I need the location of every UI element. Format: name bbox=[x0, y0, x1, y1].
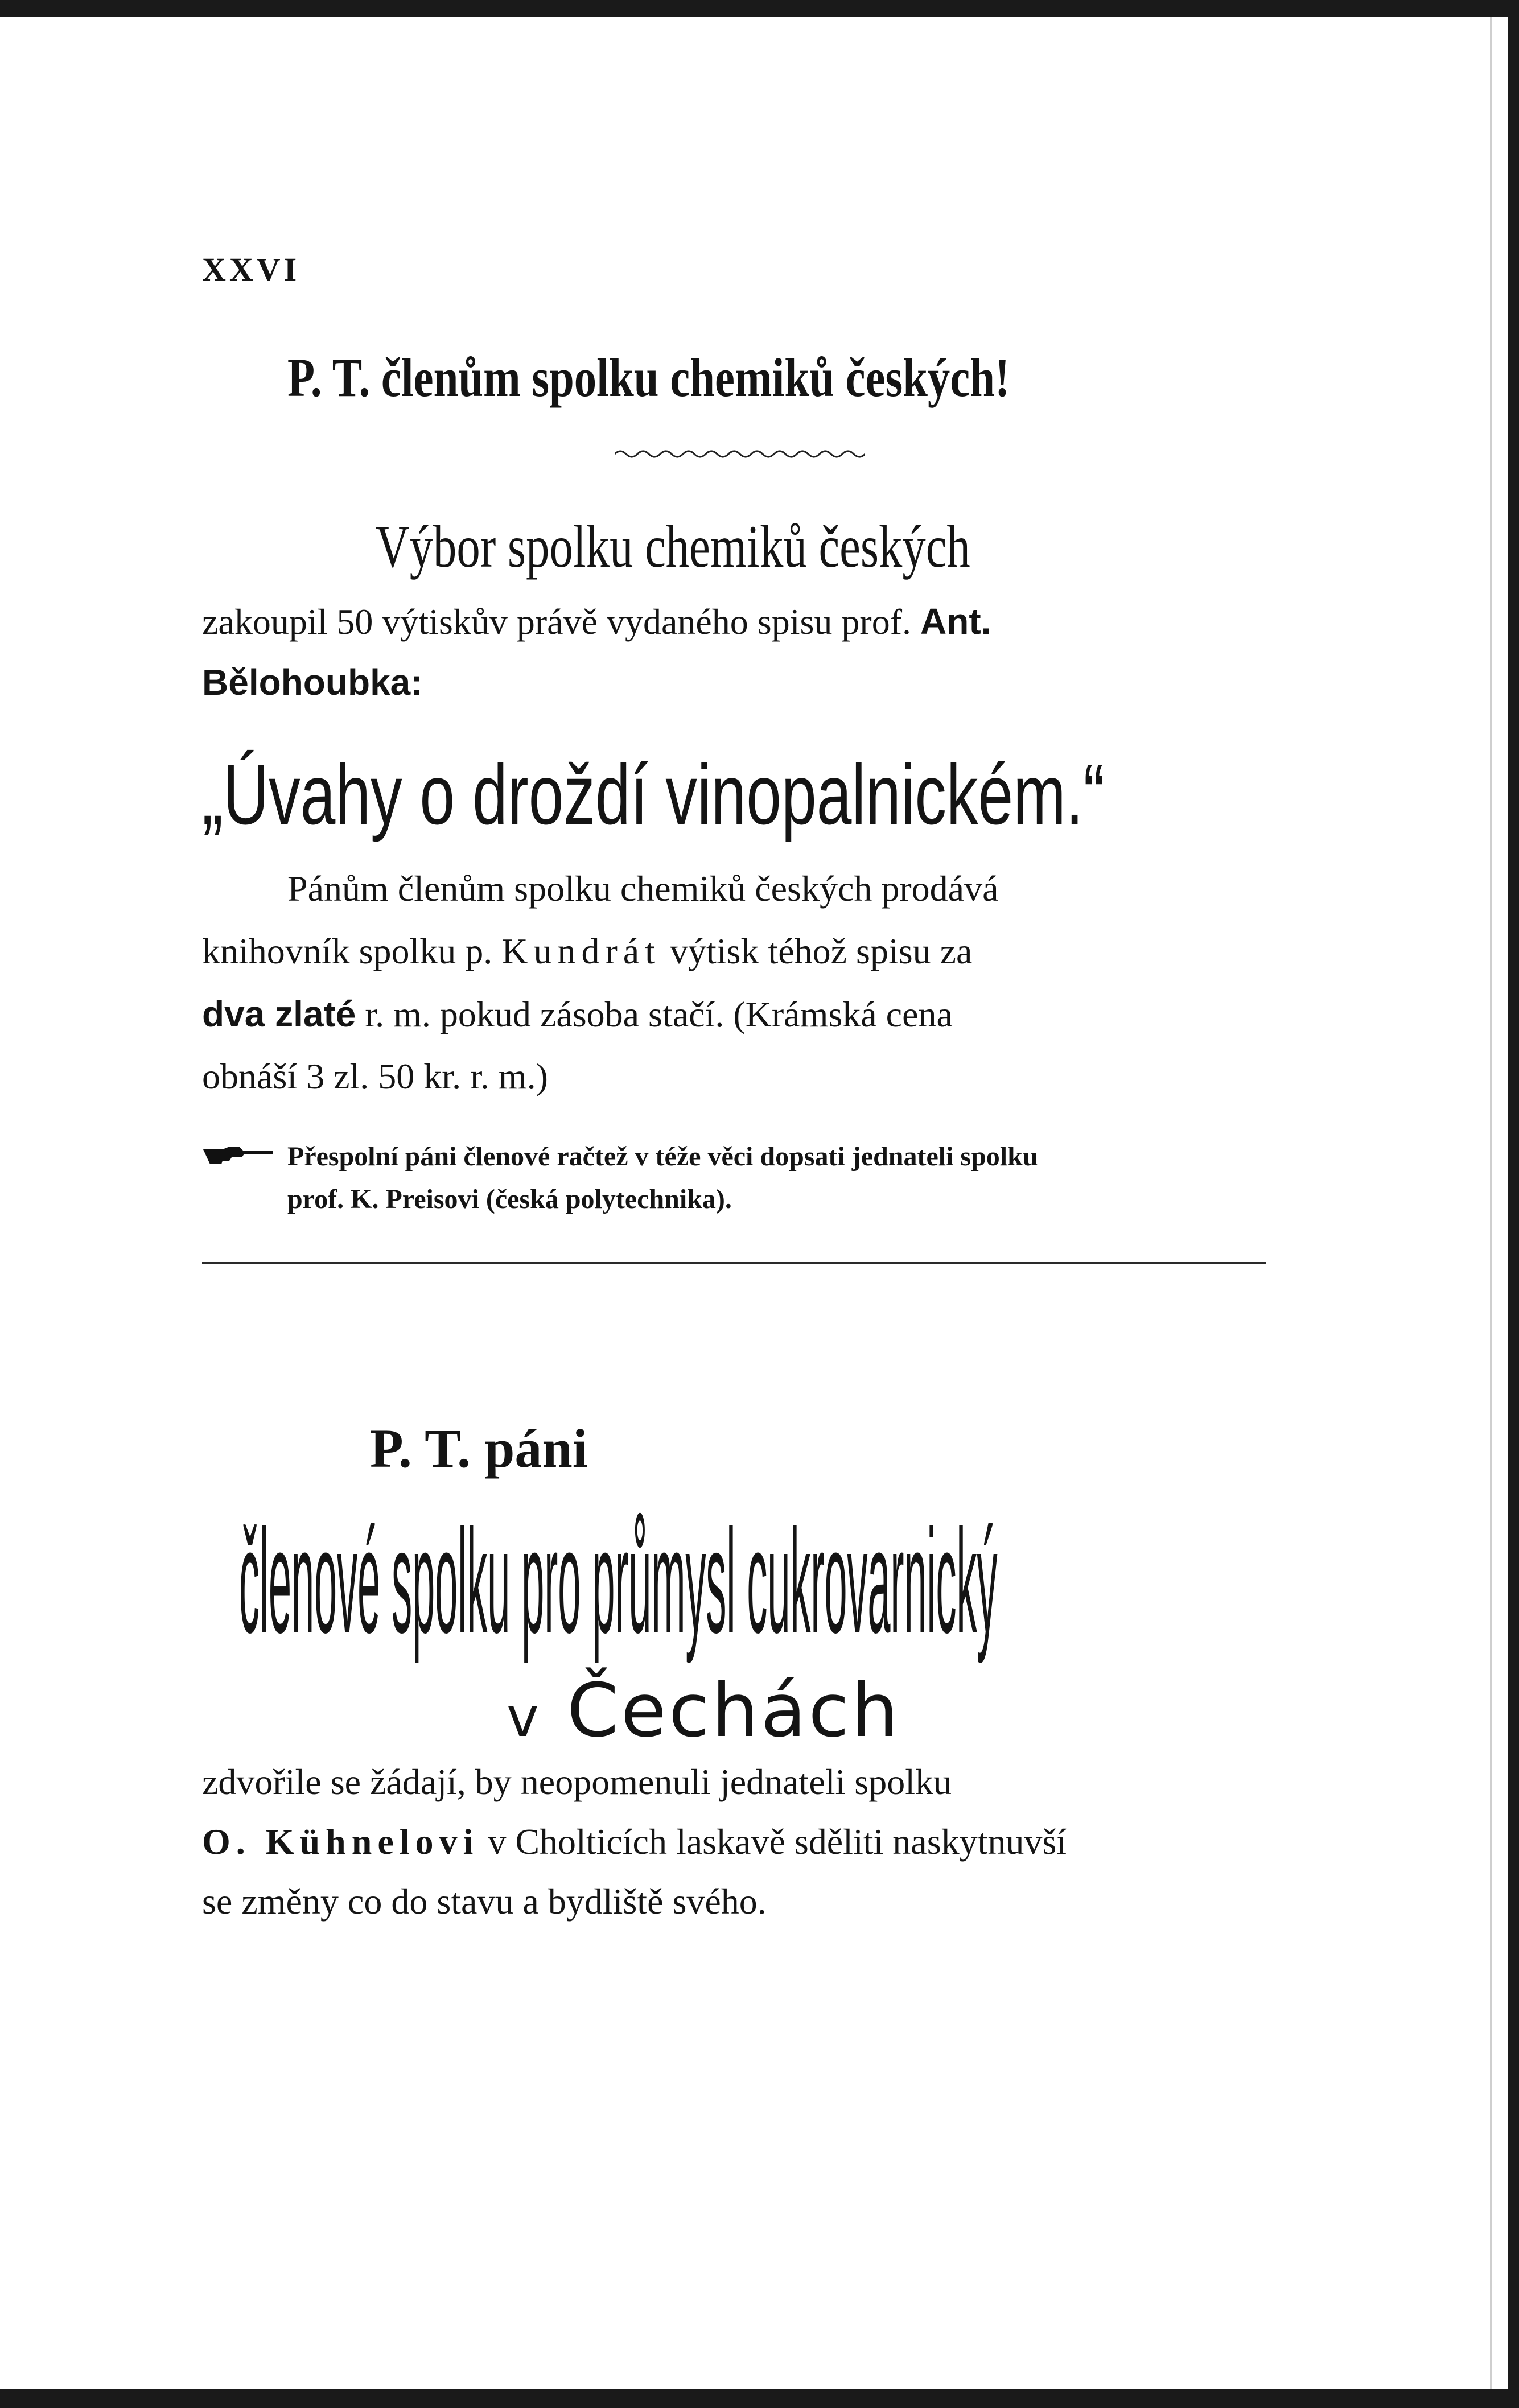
place-v: v bbox=[507, 1685, 541, 1749]
notice2-line3: se změny co do stavu a bydliště svého. bbox=[202, 1881, 767, 1922]
notice2-line1: zdvořile se žádají, by neopomenuli jednateli spolku bbox=[202, 1762, 952, 1802]
p2-line3-rest: r. m. pokud zásoba stačí. (Krámská cena bbox=[365, 994, 953, 1034]
notice1-note-line2: prof. K. Preisovi (česká polytechnika). bbox=[287, 1184, 732, 1214]
p2-line2-b: výtisk téhož spisu za bbox=[669, 931, 973, 971]
notice1-line1 bbox=[202, 600, 991, 643]
notice2-line2 bbox=[202, 1821, 1067, 1863]
notice2-society: členové spolku pro průmysl cukrovarnický bbox=[239, 1499, 998, 1664]
notice2-line2-rest: v Cholticích laskavě sděliti naskytnuvší bbox=[488, 1821, 1067, 1862]
price-bold: dva zlaté bbox=[202, 993, 356, 1034]
notice1-p2-line1: Pánům členům spolku chemiků českých prodává bbox=[287, 868, 999, 909]
notice1-committee: Výbor spolku chemiků českých bbox=[376, 513, 970, 580]
author-colon: : bbox=[410, 662, 423, 703]
notice1-note-line1: Přespolní páni členové račtež v téže věci dopsati jednateli spolku bbox=[287, 1141, 1038, 1172]
author-first: Ant. bbox=[920, 601, 991, 642]
notice1-p2-line4: obnáší 3 zl. 50 kr. r. m.) bbox=[202, 1056, 548, 1096]
section-divider bbox=[202, 1262, 1266, 1264]
page-edge bbox=[1480, 17, 1508, 2389]
notice1-heading: P. T. členům spolku chemiků českých! bbox=[287, 347, 1010, 408]
place-name: Čechách bbox=[567, 1667, 901, 1754]
notice1-author-line bbox=[202, 661, 423, 704]
librarian-name: Kundrát bbox=[501, 931, 661, 971]
pointing-hand-icon bbox=[202, 1144, 276, 1166]
notice2-place bbox=[507, 1667, 900, 1754]
secretary-name: O. Kühnelovi bbox=[202, 1821, 479, 1862]
notice1-line1-text: zakoupil 50 výtiskův právě vydaného spisu prof. bbox=[202, 601, 911, 642]
author-last: Bělohoubka bbox=[202, 662, 411, 703]
notice1-p2-line3 bbox=[202, 993, 953, 1036]
notice1-p2-line2 bbox=[202, 930, 972, 972]
page-number: XXVI bbox=[202, 251, 300, 288]
book-title: „Úvahy o droždí vinopalnickém.“ bbox=[202, 747, 1105, 842]
p2-line2-a: knihovník spolku p. bbox=[202, 931, 493, 971]
notice2-heading: P. T. páni bbox=[370, 1418, 588, 1479]
wavy-divider bbox=[615, 444, 865, 461]
